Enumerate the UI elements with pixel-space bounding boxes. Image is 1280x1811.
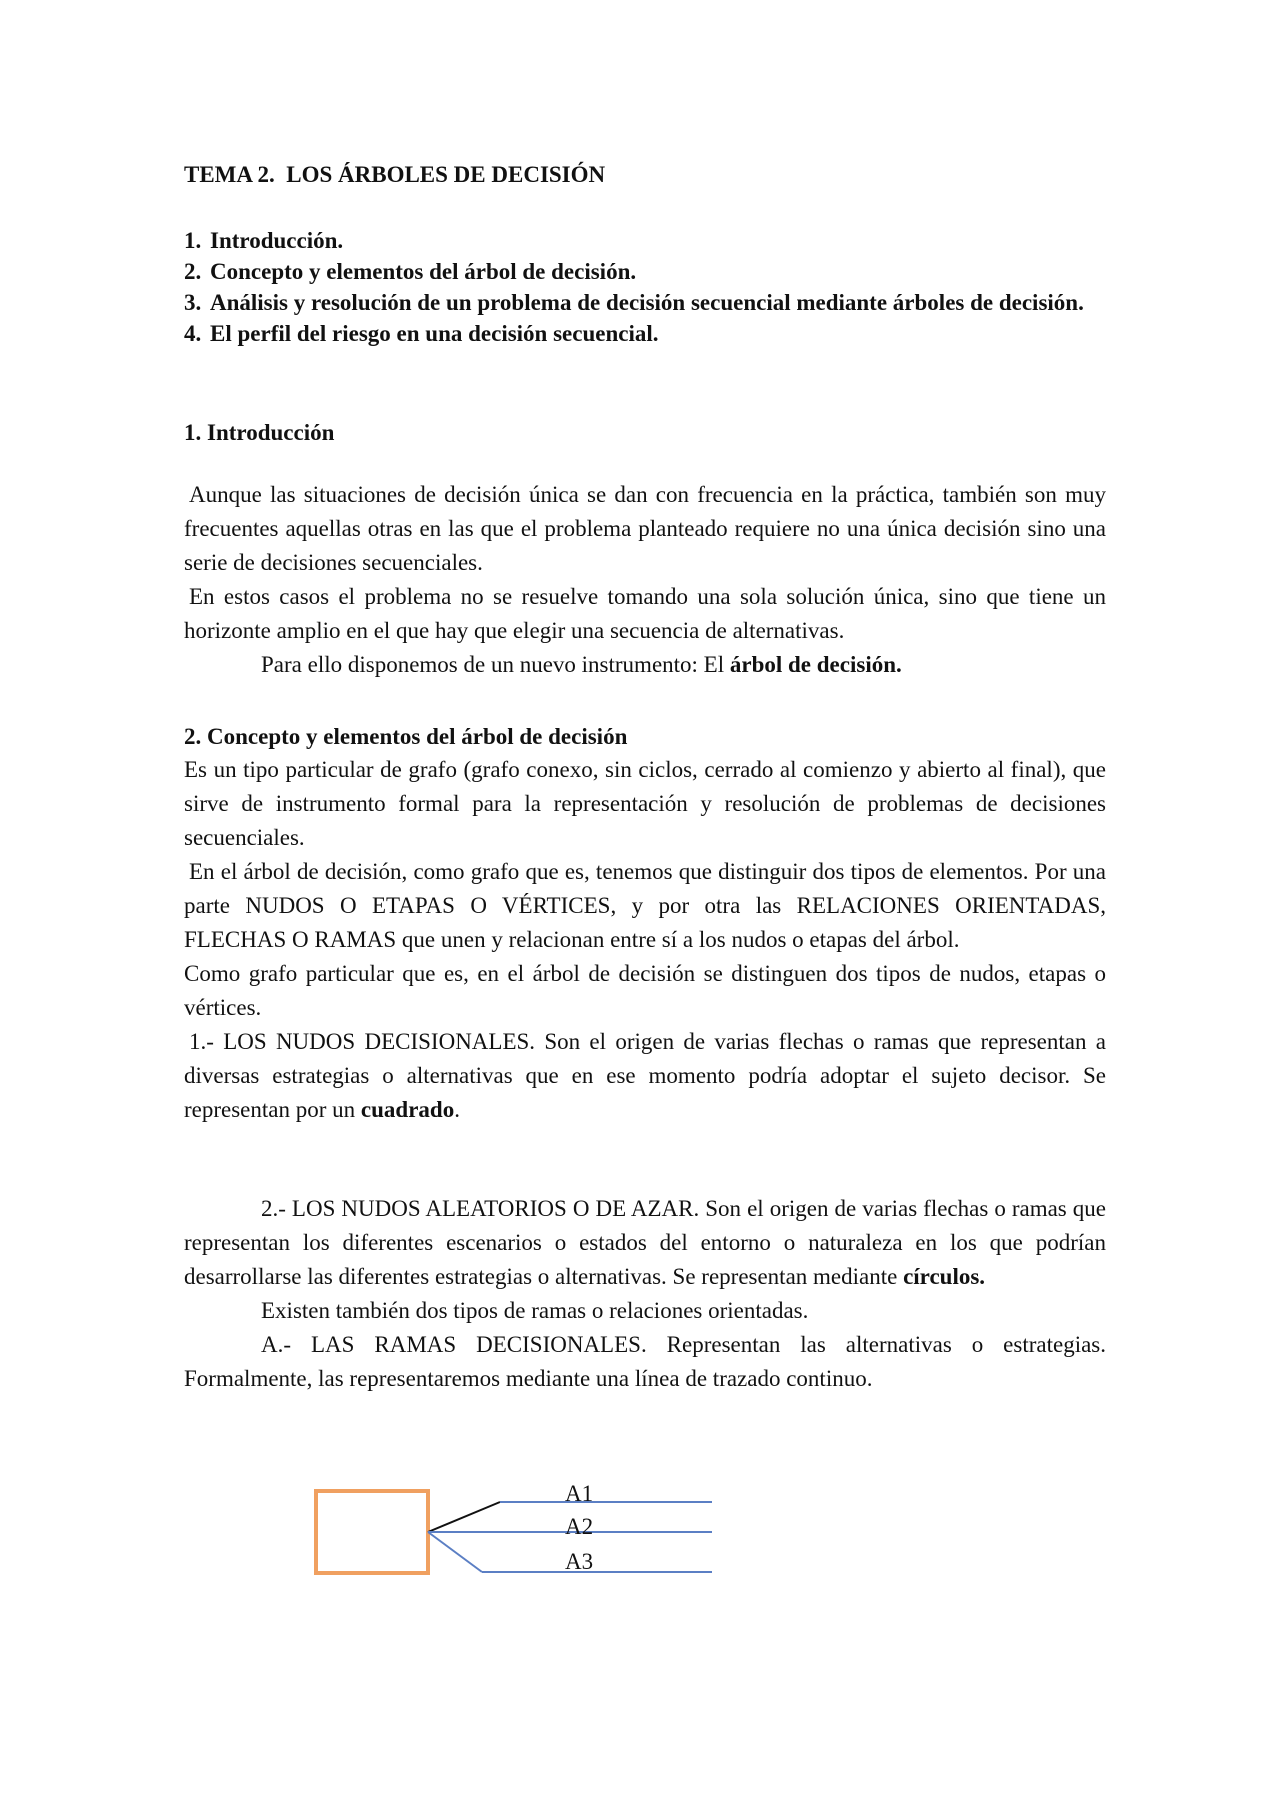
toc-text: Concepto y elementos del árbol de decisión.	[210, 259, 637, 284]
section-2-heading: 2. Concepto y elementos del árbol de decisión	[184, 724, 628, 749]
paragraph: En estos casos el problema no se resuelve tomando una sola solución única, sino que tiene un horizonte amplio en el que hay que elegir una secuencia de alternativas.	[184, 584, 1106, 643]
toc-number: 1.	[184, 228, 202, 253]
document-title: TEMA 2. LOS ÁRBOLES DE DECISIÓN	[184, 162, 606, 187]
branch-label-a3: A3	[565, 1549, 594, 1574]
paragraph: Aunque las situaciones de decisión única se dan con frecuencia en la práctica, también son muy frecuentes aquellas otras en las que el problema planteado requiere no una única decisión sino una serie de decisiones secuenciales.	[184, 482, 1106, 575]
paragraph: Como grafo particular que es, en el árbol de decisión se distinguen dos tipos de nudos, etapas o vértices.	[184, 961, 1106, 1020]
paragraph-text: Para ello disponemos de un nuevo instrumento: El	[261, 652, 730, 677]
bold-term: círculos.	[903, 1264, 986, 1289]
toc-text: Análisis y resolución de un problema de decisión secuencial mediante árboles de decisión.	[210, 290, 1084, 315]
toc-text: Introducción.	[210, 228, 344, 253]
paragraph: A.- LAS RAMAS DECISIONALES. Representan las alternativas o estrategias. Formalmente, las representaremos mediante una línea de trazado continuo.	[184, 1332, 1106, 1391]
decision-node-square	[316, 1491, 428, 1573]
paragraph-text: 1.- LOS NUDOS DECISIONALES. Son el origen de varias flechas o ramas que representan a diversas estrategias o alternativas que en ese momento podría adoptar el sujeto decisor. Se representan por un	[184, 1029, 1106, 1122]
branch-label-a1: A1	[565, 1481, 594, 1506]
branch-label-a2: A2	[565, 1514, 594, 1539]
paragraph: En el árbol de decisión, como grafo que es, tenemos que distinguir dos tipos de elementos. Por una parte NUDOS O ETAPAS O VÉRTICES, y por otra las RELACIONES ORIENTADAS, FLECHAS O RAMAS que unen y relacionan entre sí a los nudos o etapas del árbol.	[184, 859, 1106, 952]
branch-connector-a3	[428, 1532, 482, 1572]
toc-number: 4.	[184, 321, 202, 346]
paragraph-text: 2.- LOS NUDOS ALEATORIOS O DE AZAR. Son el origen de varias flechas o ramas que representan los diferentes escenarios o estados del entorno o naturaleza en los que podrían desarrollarse las diferentes estrategias o alternativas. Se representan mediante	[184, 1196, 1106, 1289]
bold-term: árbol de decisión.	[729, 652, 902, 677]
toc-text: El perfil del riesgo en una decisión secuencial.	[210, 321, 659, 346]
paragraph-text: .	[454, 1097, 460, 1122]
toc-number: 2.	[184, 259, 202, 284]
section-1-heading: 1. Introducción	[184, 420, 335, 445]
toc-number: 3.	[184, 290, 202, 315]
paragraph: Existen también dos tipos de ramas o relaciones orientadas.	[261, 1298, 809, 1323]
bold-term: cuadrado	[360, 1097, 455, 1122]
paragraph: Es un tipo particular de grafo (grafo conexo, sin ciclos, cerrado al comienzo y abierto al final), que sirve de instrumento formal para la representación y resolución de problemas de decisiones secuenciales.	[184, 757, 1106, 850]
branch-connector-a1	[428, 1502, 500, 1532]
